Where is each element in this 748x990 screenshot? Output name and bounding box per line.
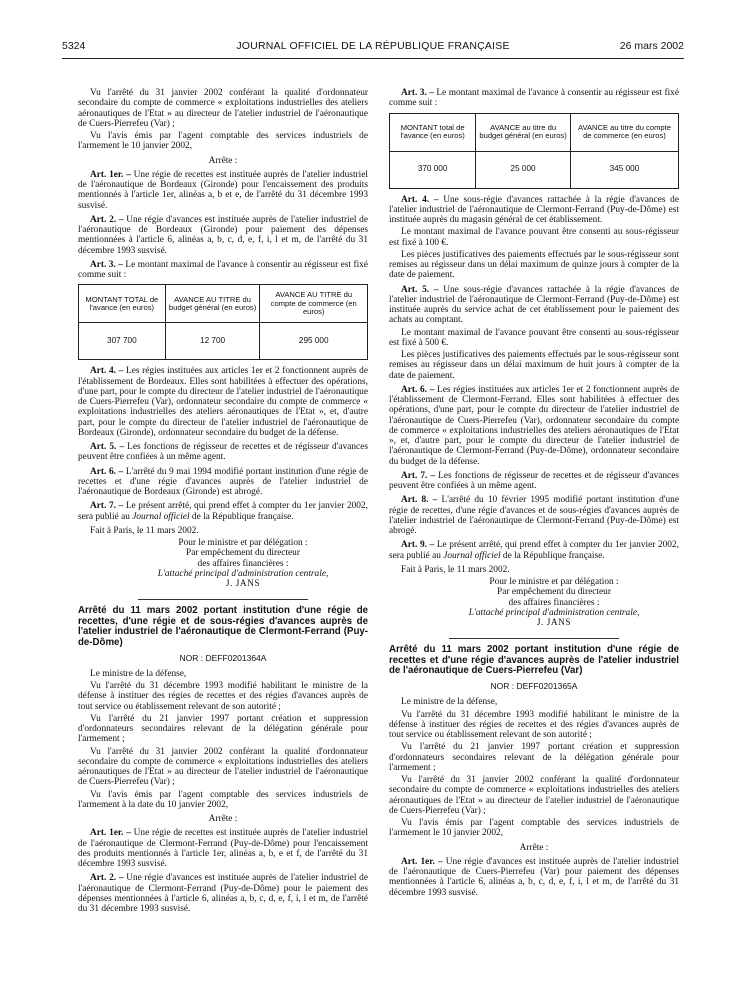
paragraph: Le montant maximal de l'avance pouvant être consenti au sous-régisseur est fixé à 100 €. xyxy=(389,227,679,248)
article-label: Art. 3. – xyxy=(90,259,123,270)
article-text: Les régies instituées aux articles 1er et 2 fonctionnent auprès de l'établissement de Clermont-Ferrand. Elles sont habilitées à effectuer des opérations, d'une part, pour le compte du directeur de l'atelier industriel de l'aéronautique de Cuers-Pierrefeu (Var), ordonnateur secondaire du compte de commerce « exploitations industrielles des ateliers aéronautiques de l'Etat », et, d'autre part, pour le compte du directeur de l'atelier industriel de l'aéronautique de Clermont-Ferrand (Puy-de-Dôme), ordonnateur secondaire du budget de la défense. xyxy=(389,384,679,467)
signature-line: Pour le ministre et par délégation : xyxy=(178,538,308,548)
paragraph: Vu l'arrêté du 21 janvier 1997 portant création et suppression d'ordonnateurs secondaires relevant de la délégation générale pour l'armement ; xyxy=(78,713,368,745)
paragraph: Vu l'avis émis par l'agent comptable des services industriels de l'armement le 10 janvier 2002, xyxy=(389,818,679,839)
article-text: L'arrêté du 10 février 1995 modifié portant institution d'une régie de recettes, d'une régie d'avances et de sous-régies d'avances auprès de l'atelier industriel de l'aéronautique de Clermont-Ferrand (Puy-de-Dôme) est abrogé. xyxy=(389,495,679,536)
article-text: Le montant maximal de l'avance à consentir au régisseur est fixé comme suit : xyxy=(78,259,368,280)
header-rule xyxy=(62,58,684,59)
article xyxy=(389,471,679,492)
table-header-cell: MONTANT TOTAL de l'avance (en euros) xyxy=(79,285,166,323)
article-text: Une sous-régie d'avances rattachée à la régie d'avances de l'atelier industriel de l'aéronautique de Clermont-Ferrand (Puy-de-Dôme) est instituée auprès du magasin général de cet établissement. xyxy=(389,194,680,225)
advance-table xyxy=(78,284,368,360)
article-label: Art. 2. – xyxy=(90,873,124,884)
table-cell: 25 000 xyxy=(476,151,571,188)
article-text: Le montant maximal de l'avance à consentir au régisseur est fixé comme suit : xyxy=(389,88,679,109)
paragraph: Les pièces justificatives des paiements effectués par le sous-régisseur sont remises au régisseur dans un délai maximum de huit jours à compter de la date de paiement. xyxy=(389,350,679,381)
page-number: 5324 xyxy=(62,40,86,52)
signature-line: L'attaché principal d'administration centrale, xyxy=(468,607,640,618)
signature-date: Fait à Paris, le 11 mars 2002. xyxy=(401,564,510,575)
signature-line: des affaires financières : xyxy=(508,597,600,608)
left-column xyxy=(78,88,368,916)
article xyxy=(389,88,679,109)
article-text: Une régie d'avances est instituée auprès de l'atelier industriel de l'aéronautique de Clermont-Ferrand (Puy-de-Dôme) pour le paiement des dépenses mentionnées à l'article 6, alinéas a, b, c, d, e, f, i, l et m, de l'arrêté du 31 décembre 1993 susvisé. xyxy=(78,873,368,915)
article-label: Art. 5. – xyxy=(401,284,439,295)
signature-block xyxy=(118,538,368,589)
article-text: Une régie de recettes est instituée auprès de l'atelier industriel de l'aéronautique de Bordeaux (Gironde) pour l'encaissement des produits mentionnés à l'article 1er, alinéas a, b et e, de l'arrêté du 31 décembre 1993 susvisé. xyxy=(78,169,368,211)
article-label: Art. 9. – xyxy=(401,540,435,551)
table-cell: 370 000 xyxy=(390,151,476,188)
signatory-name: J. JANS xyxy=(536,618,572,628)
right-column xyxy=(389,88,679,900)
article-label: Art. 7. – xyxy=(90,501,124,512)
article xyxy=(78,501,368,522)
paragraph: Les pièces justificatives des paiements effectués par le sous-régisseur sont remises au régisseur dans un délai maximum de quinze jours à compter de la date de paiement. xyxy=(389,249,679,281)
advance-table xyxy=(389,113,679,189)
article-label: Art. 6. – xyxy=(90,466,124,477)
article-label: Art. 8. – xyxy=(401,495,438,506)
article xyxy=(78,260,368,281)
table-header-cell: MONTANT total de l'avance (en euros) xyxy=(390,113,476,151)
article-label: Art. 1er. – xyxy=(401,856,443,867)
journal-officiel-text: Journal officiel xyxy=(443,550,501,561)
signature-line: Par empêchement du directeur xyxy=(186,548,300,559)
signature-block xyxy=(429,577,679,628)
article-text: Une régie d'avances est instituée auprès de l'atelier industriel de l'aéronautique de Bordeaux (Gironde) pour paiement des dépenses mentionnées à l'article 6, alinéas a, b, c, d, e, f, i, l et m, de l'arrêté du 31 décembre 1993 susvisé. xyxy=(78,214,368,256)
arrete-heading: Arrête : xyxy=(519,842,549,853)
article-text: L'arrêté du 9 mai 1994 modifié portant institution d'une régie de recettes et d'une régie d'avances auprès de l'atelier industriel de l'aéronautique de Bordeaux (Gironde) est abrogé. xyxy=(78,466,368,497)
article xyxy=(78,828,368,869)
arrete-heading: Arrête : xyxy=(208,155,238,166)
signatory-name: J. JANS xyxy=(225,579,261,589)
signature-line: Pour le ministre et par délégation : xyxy=(489,577,619,587)
article xyxy=(78,873,368,914)
paragraph: Vu l'avis émis par l'agent comptable des services industriels de l'armement le 10 janvier 2002, xyxy=(78,131,368,152)
paragraph: Le ministre de la défense, xyxy=(401,697,498,708)
table-cell: 307 700 xyxy=(79,323,166,360)
article xyxy=(389,857,679,898)
paragraph: Vu l'arrêté du 31 janvier 2002 conférant la qualité d'ordonnateur secondaire du compte de commerce « exploitations industrielles des ateliers aéronautiques de l'Etat » au directeur de l'atelier industriel de l'aéronautique de Cuers-Pierrefeu (Var) ; xyxy=(78,88,368,129)
page-header xyxy=(62,40,684,54)
section-divider xyxy=(449,638,619,639)
article xyxy=(389,285,679,326)
article-text: Le présent arrêté, qui prend effet à compter du 1er janvier 2002, sera publié au xyxy=(389,540,679,561)
paragraph: Vu l'arrêté du 31 janvier 2002 conférant la qualité d'ordonnateur secondaire du compte de commerce « exploitations industrielles des ateliers aéronautiques de l'Etat » au directeur de l'atelier industriel de l'aéronautique de Cuers-Pierrefeu (Var) ; xyxy=(78,746,368,788)
article xyxy=(78,442,368,463)
journal-title: JOURNAL OFFICIEL DE LA RÉPUBLIQUE FRANÇAISE xyxy=(236,40,510,52)
article-text: Une sous-régie d'avances rattachée à la régie d'avances de l'atelier industriel de l'aéronautique de Clermont-Ferrand (Puy-de-Dôme) est instituée auprès du service achat de cet établissement pour le paiement des achats au comptant. xyxy=(389,284,680,326)
article-text: de la République française. xyxy=(500,550,605,561)
paragraph: Vu l'avis émis par l'agent comptable des services industriels de l'armement à la date du 10 janvier 2002, xyxy=(78,789,368,810)
article xyxy=(389,385,679,467)
issue-date: 26 mars 2002 xyxy=(619,40,684,52)
article-label: Art. 3. – xyxy=(401,88,434,98)
article xyxy=(389,195,679,226)
article-text: Le présent arrêté, qui prend effet à compter du 1er janvier 2002, sera publié au xyxy=(78,501,368,522)
article-text: Les fonctions de régisseur de recettes et de régisseur d'avances peuvent être confiées à un même agent. xyxy=(78,442,368,463)
paragraph: Vu l'arrêté du 31 décembre 1993 modifié habilitant le ministre de la défense à instituer des régies de recettes et des régies d'avances auprès de tout service ou établissement relevant de son autorité ; xyxy=(389,709,679,741)
article xyxy=(389,495,679,536)
article-text: Une régie d'avances est instituée auprès de l'atelier industriel de l'aéronautique de Cuers-Pierrefeu (Var) pour paiement des dépenses mentionnées à l'article 6, alinéas a, b, c, d, e, f, i, l et m, de l'arrêté du 31 décembre 1993 susvisé. xyxy=(389,856,679,898)
article xyxy=(78,366,368,438)
nor-reference: NOR : DEFF0201364A xyxy=(179,652,267,663)
article-label: Art. 7. – xyxy=(401,470,436,481)
article-label: Art. 1er. – xyxy=(90,828,131,839)
table-header-cell: AVANCE AU TITRE du compte de commerce (en euros) xyxy=(260,285,368,323)
signature-date: Fait à Paris, le 11 mars 2002. xyxy=(90,525,199,536)
paragraph: Le montant maximal de l'avance pouvant être consenti au sous-régisseur est fixé à 500 €. xyxy=(389,327,679,348)
article-label: Art. 5. – xyxy=(90,442,125,452)
table-cell: 295 000 xyxy=(260,323,368,360)
arrete-heading: Arrête : xyxy=(208,814,238,825)
article-text: Les régies instituées aux articles 1er et 2 fonctionnent auprès de l'établissement de Bordeaux. Elles sont habilitées à effectuer des opérations, d'une part, pour le compte du directeur de l'atelier industriel de l'aéronautique de Cuers-Pierrefeu (Var), ordonnateur secondaire du compte de commerce « exploitations industrielles des ateliers aéronautiques de l'Etat », et, d'autre part, pour le compte du directeur de l'atelier industriel de l'aéronautique de Bordeaux (Gironde), ordonnateur secondaire du budget de la défense. xyxy=(78,366,368,438)
paragraph: Le ministre de la défense, xyxy=(90,668,187,679)
article-text: Une régie de recettes est instituée auprès de l'atelier industriel de l'aéronautique de Clermont-Ferrand (Puy-de-Dôme) pour l'encaissement des produits mentionnés à l'article 1er, alinéas a, b, e et f, de l'arrêté du 31 décembre 1993 susvisé. xyxy=(78,828,368,870)
article xyxy=(78,215,368,256)
article-label: Art. 6. – xyxy=(401,384,435,395)
article xyxy=(78,467,368,498)
article-text: de la République française. xyxy=(189,511,294,522)
table-header-cell: AVANCE au titre du compte de commerce (en euros) xyxy=(570,113,678,151)
paragraph: Vu l'arrêté du 31 décembre 1993 modifié habilitant le ministre de la défense à instituer des régies de recettes et des régies d'avances auprès de tout service ou établissement relevant de son autorité ; xyxy=(78,681,368,712)
decree-title: Arrêté du 11 mars 2002 portant institution d'une régie de recettes, d'une régie et de sous-régies d'avances auprès de l'atelier industriel de l'aéronautique de Clermont-Ferrand (Puy-de-Dôme) xyxy=(78,605,368,649)
journal-officiel-text: Journal officiel xyxy=(132,511,190,522)
article-label: Art. 2. – xyxy=(90,214,124,225)
table-header-cell: AVANCE au titre du budget général (en euros) xyxy=(476,113,571,151)
paragraph: Vu l'arrêté du 31 janvier 2002 conférant la qualité d'ordonnateur secondaire du compte de commerce « exploitations industrielles des ateliers aéronautiques de l'Etat » au directeur de l'atelier industriel de l'aéronautique de Cuers-Pierrefeu (Var) ; xyxy=(389,775,679,816)
table-header-cell: AVANCE AU TITRE du budget général (en euros) xyxy=(165,285,260,323)
signature-line: L'attaché principal d'administration centrale, xyxy=(157,568,329,579)
decree-title: Arrêté du 11 mars 2002 portant institution d'une régie de recettes et d'une régie d'avances auprès de l'atelier industriel de l'aéronautique de Cuers-Pierrefeu (Var) xyxy=(389,644,679,677)
article-text: Les fonctions de régisseur de recettes et de régisseur d'avances peuvent être confiées à un même agent. xyxy=(389,470,679,491)
section-divider xyxy=(138,599,308,600)
article xyxy=(389,540,679,561)
article-label: Art. 4. – xyxy=(90,366,124,377)
signature-line: des affaires financières : xyxy=(197,558,289,569)
table-cell: 345 000 xyxy=(570,151,678,188)
article-label: Art. 1er. – xyxy=(90,169,131,180)
signature-line: Par empêchement du directeur xyxy=(497,587,611,598)
article-label: Art. 4. – xyxy=(401,194,439,205)
article xyxy=(78,170,368,211)
table-cell: 12 700 xyxy=(165,323,260,360)
nor-reference: NOR : DEFF0201365A xyxy=(490,681,578,692)
paragraph: Vu l'arrêté du 21 janvier 1997 portant création et suppression d'ordonnateurs secondaires relevant de la délégation générale pour l'armement ; xyxy=(389,742,679,773)
